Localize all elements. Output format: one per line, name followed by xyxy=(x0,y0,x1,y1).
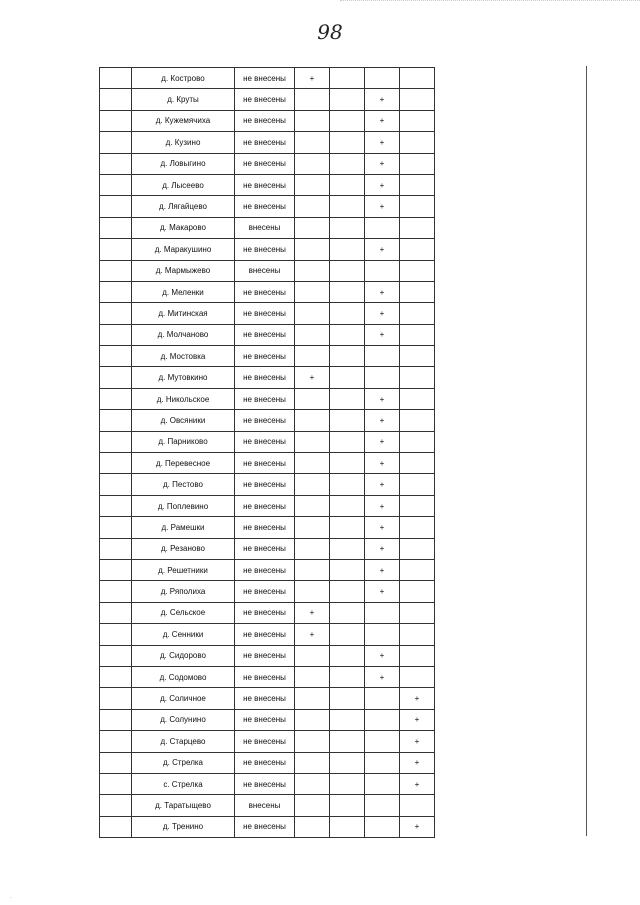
mark-cell-3 xyxy=(365,752,400,773)
settlement-name-cell: д. Старцево xyxy=(132,731,235,752)
settlement-name-cell: д. Меленки xyxy=(132,281,235,302)
settlement-name-cell: д. Решетники xyxy=(132,559,235,580)
table-row xyxy=(100,517,435,538)
table-row xyxy=(100,453,435,474)
status-cell: внесены xyxy=(235,217,295,238)
mark-cell-4 xyxy=(400,324,435,345)
mark-cell-4 xyxy=(400,581,435,602)
page-number: 98 xyxy=(317,20,343,44)
table-row xyxy=(100,346,435,367)
blank-cell xyxy=(100,666,132,687)
mark-cell-3 xyxy=(365,816,400,837)
mark-cell-4 xyxy=(400,410,435,431)
status-cell: не внесены xyxy=(235,281,295,302)
mark-cell-3: + xyxy=(365,303,400,324)
table-row xyxy=(100,666,435,687)
mark-cell-4: + xyxy=(400,752,435,773)
status-cell: не внесены xyxy=(235,132,295,153)
blank-cell xyxy=(100,517,132,538)
mark-cell-1 xyxy=(295,538,330,559)
table-row xyxy=(100,324,435,345)
mark-cell-2 xyxy=(330,773,365,794)
mark-cell-4 xyxy=(400,388,435,409)
mark-cell-1 xyxy=(295,666,330,687)
status-cell: не внесены xyxy=(235,89,295,110)
mark-cell-3: + xyxy=(365,89,400,110)
mark-cell-1 xyxy=(295,281,330,302)
blank-cell xyxy=(100,346,132,367)
blank-cell xyxy=(100,795,132,816)
mark-cell-3: + xyxy=(365,410,400,431)
status-cell: не внесены xyxy=(235,346,295,367)
mark-cell-3 xyxy=(365,688,400,709)
mark-cell-1 xyxy=(295,645,330,666)
status-cell: не внесены xyxy=(235,731,295,752)
mark-cell-3: + xyxy=(365,538,400,559)
mark-cell-1 xyxy=(295,431,330,452)
blank-cell xyxy=(100,538,132,559)
mark-cell-3: + xyxy=(365,559,400,580)
status-cell: не внесены xyxy=(235,816,295,837)
status-cell: не внесены xyxy=(235,666,295,687)
mark-cell-3: + xyxy=(365,431,400,452)
blank-cell xyxy=(100,388,132,409)
mark-cell-4 xyxy=(400,624,435,645)
table-row xyxy=(100,602,435,623)
blank-cell xyxy=(100,431,132,452)
table-row xyxy=(100,559,435,580)
blank-cell xyxy=(100,816,132,837)
table-row xyxy=(100,239,435,260)
mark-cell-4 xyxy=(400,602,435,623)
mark-cell-4 xyxy=(400,239,435,260)
mark-cell-4 xyxy=(400,559,435,580)
mark-cell-3: + xyxy=(365,666,400,687)
mark-cell-4 xyxy=(400,346,435,367)
mark-cell-2 xyxy=(330,431,365,452)
settlement-name-cell: д. Рамешки xyxy=(132,517,235,538)
mark-cell-4 xyxy=(400,453,435,474)
settlement-name-cell: д. Лысеево xyxy=(132,174,235,195)
mark-cell-4 xyxy=(400,153,435,174)
table-row xyxy=(100,645,435,666)
mark-cell-1 xyxy=(295,559,330,580)
mark-cell-1 xyxy=(295,731,330,752)
mark-cell-2 xyxy=(330,752,365,773)
blank-cell xyxy=(100,474,132,495)
mark-cell-1 xyxy=(295,581,330,602)
mark-cell-2 xyxy=(330,89,365,110)
settlement-name-cell: д. Мостовка xyxy=(132,346,235,367)
mark-cell-3 xyxy=(365,795,400,816)
mark-cell-2 xyxy=(330,388,365,409)
mark-cell-3: + xyxy=(365,174,400,195)
mark-cell-2 xyxy=(330,260,365,281)
mark-cell-3 xyxy=(365,367,400,388)
mark-cell-3: + xyxy=(365,153,400,174)
mark-cell-2 xyxy=(330,196,365,217)
mark-cell-4 xyxy=(400,196,435,217)
status-cell: не внесены xyxy=(235,559,295,580)
blank-cell xyxy=(100,624,132,645)
settlement-name-cell: д. Кострово xyxy=(132,68,235,89)
settlement-name-cell: д. Маракушино xyxy=(132,239,235,260)
settlement-name-cell: д. Мутовкино xyxy=(132,367,235,388)
status-cell: не внесены xyxy=(235,581,295,602)
settlement-name-cell: д. Ряполиха xyxy=(132,581,235,602)
blank-cell xyxy=(100,324,132,345)
settlement-name-cell: д. Парниково xyxy=(132,431,235,452)
status-cell: не внесены xyxy=(235,410,295,431)
mark-cell-1 xyxy=(295,260,330,281)
mark-cell-4 xyxy=(400,132,435,153)
mark-cell-2 xyxy=(330,581,365,602)
mark-cell-1 xyxy=(295,688,330,709)
blank-cell xyxy=(100,453,132,474)
blank-cell xyxy=(100,174,132,195)
blank-cell xyxy=(100,110,132,131)
blank-cell xyxy=(100,260,132,281)
mark-cell-3 xyxy=(365,773,400,794)
mark-cell-4 xyxy=(400,281,435,302)
table-row xyxy=(100,132,435,153)
mark-cell-3: + xyxy=(365,110,400,131)
blank-cell xyxy=(100,89,132,110)
blank-cell xyxy=(100,581,132,602)
status-cell: не внесены xyxy=(235,388,295,409)
mark-cell-1 xyxy=(295,709,330,730)
mark-cell-1 xyxy=(295,388,330,409)
blank-cell xyxy=(100,153,132,174)
mark-cell-2 xyxy=(330,666,365,687)
mark-cell-2 xyxy=(330,559,365,580)
blank-cell xyxy=(100,196,132,217)
mark-cell-4: + xyxy=(400,688,435,709)
mark-cell-2 xyxy=(330,688,365,709)
table-row xyxy=(100,196,435,217)
mark-cell-2 xyxy=(330,731,365,752)
mark-cell-2 xyxy=(330,174,365,195)
status-cell: не внесены xyxy=(235,752,295,773)
mark-cell-1 xyxy=(295,153,330,174)
settlement-name-cell: д. Соличное xyxy=(132,688,235,709)
blank-cell xyxy=(100,217,132,238)
blank-cell xyxy=(100,68,132,89)
mark-cell-4 xyxy=(400,260,435,281)
status-cell: не внесены xyxy=(235,303,295,324)
mark-cell-2 xyxy=(330,816,365,837)
blank-cell xyxy=(100,410,132,431)
mark-cell-3: + xyxy=(365,645,400,666)
mark-cell-2 xyxy=(330,645,365,666)
settlement-name-cell: д. Солунино xyxy=(132,709,235,730)
mark-cell-3: + xyxy=(365,196,400,217)
mark-cell-2 xyxy=(330,517,365,538)
mark-cell-2 xyxy=(330,132,365,153)
status-cell: не внесены xyxy=(235,624,295,645)
table-row xyxy=(100,217,435,238)
table-row xyxy=(100,752,435,773)
mark-cell-2 xyxy=(330,495,365,516)
blank-cell xyxy=(100,281,132,302)
status-cell: не внесены xyxy=(235,688,295,709)
blank-cell xyxy=(100,645,132,666)
mark-cell-2 xyxy=(330,538,365,559)
status-cell: не внесены xyxy=(235,68,295,89)
mark-cell-1 xyxy=(295,474,330,495)
settlement-name-cell: д. Содомово xyxy=(132,666,235,687)
table-row xyxy=(100,153,435,174)
mark-cell-2 xyxy=(330,602,365,623)
mark-cell-2 xyxy=(330,110,365,131)
settlement-name-cell: д. Перевесное xyxy=(132,453,235,474)
mark-cell-1 xyxy=(295,239,330,260)
mark-cell-4: + xyxy=(400,816,435,837)
mark-cell-1: + xyxy=(295,68,330,89)
mark-cell-2 xyxy=(330,795,365,816)
mark-cell-1: + xyxy=(295,624,330,645)
mark-cell-1 xyxy=(295,303,330,324)
mark-cell-3: + xyxy=(365,581,400,602)
mark-cell-2 xyxy=(330,68,365,89)
mark-cell-2 xyxy=(330,346,365,367)
mark-cell-4: + xyxy=(400,709,435,730)
mark-cell-4 xyxy=(400,645,435,666)
blank-cell xyxy=(100,602,132,623)
mark-cell-1 xyxy=(295,453,330,474)
mark-cell-3 xyxy=(365,260,400,281)
status-cell: не внесены xyxy=(235,239,295,260)
status-cell: не внесены xyxy=(235,153,295,174)
table-row xyxy=(100,388,435,409)
table-row xyxy=(100,709,435,730)
mark-cell-4 xyxy=(400,303,435,324)
settlement-table-body xyxy=(100,68,435,838)
top-edge-marks xyxy=(340,0,640,4)
mark-cell-2 xyxy=(330,217,365,238)
blank-cell xyxy=(100,303,132,324)
mark-cell-3: + xyxy=(365,239,400,260)
mark-cell-4 xyxy=(400,666,435,687)
status-cell: не внесены xyxy=(235,602,295,623)
mark-cell-3: + xyxy=(365,132,400,153)
mark-cell-1 xyxy=(295,410,330,431)
table-row xyxy=(100,495,435,516)
table-row xyxy=(100,89,435,110)
blank-cell xyxy=(100,709,132,730)
settlement-name-cell: с. Стрелка xyxy=(132,773,235,794)
mark-cell-2 xyxy=(330,453,365,474)
mark-cell-1 xyxy=(295,752,330,773)
mark-cell-1 xyxy=(295,795,330,816)
mark-cell-3 xyxy=(365,709,400,730)
settlement-name-cell: д. Таратыщево xyxy=(132,795,235,816)
status-cell: не внесены xyxy=(235,110,295,131)
mark-cell-3: + xyxy=(365,324,400,345)
mark-cell-3: + xyxy=(365,495,400,516)
table-row xyxy=(100,538,435,559)
mark-cell-1 xyxy=(295,132,330,153)
settlement-name-cell: д. Кужемячиха xyxy=(132,110,235,131)
mark-cell-2 xyxy=(330,367,365,388)
mark-cell-4 xyxy=(400,110,435,131)
mark-cell-1 xyxy=(295,517,330,538)
mark-cell-3: + xyxy=(365,388,400,409)
mark-cell-3 xyxy=(365,217,400,238)
mark-cell-3: + xyxy=(365,453,400,474)
settlement-name-cell: д. Поплевино xyxy=(132,495,235,516)
scan-speck: · xyxy=(10,895,12,901)
blank-cell xyxy=(100,752,132,773)
settlement-name-cell: д. Лягайцево xyxy=(132,196,235,217)
mark-cell-2 xyxy=(330,624,365,645)
settlement-name-cell: д. Никольское xyxy=(132,388,235,409)
table-row xyxy=(100,410,435,431)
table-row xyxy=(100,110,435,131)
mark-cell-4 xyxy=(400,68,435,89)
status-cell: внесены xyxy=(235,795,295,816)
table-row xyxy=(100,795,435,816)
status-cell: не внесены xyxy=(235,538,295,559)
status-cell: не внесены xyxy=(235,773,295,794)
mark-cell-3 xyxy=(365,731,400,752)
mark-cell-4: + xyxy=(400,773,435,794)
mark-cell-1 xyxy=(295,217,330,238)
status-cell: не внесены xyxy=(235,453,295,474)
mark-cell-3 xyxy=(365,346,400,367)
mark-cell-4 xyxy=(400,431,435,452)
table-row xyxy=(100,581,435,602)
settlement-name-cell: д. Пестово xyxy=(132,474,235,495)
status-cell: не внесены xyxy=(235,474,295,495)
settlement-name-cell: д. Резаново xyxy=(132,538,235,559)
table-row xyxy=(100,174,435,195)
mark-cell-4 xyxy=(400,517,435,538)
mark-cell-2 xyxy=(330,239,365,260)
settlement-name-cell: д. Макарово xyxy=(132,217,235,238)
blank-cell xyxy=(100,688,132,709)
blank-cell xyxy=(100,132,132,153)
blank-cell xyxy=(100,773,132,794)
settlement-table-container xyxy=(99,67,435,838)
mark-cell-4 xyxy=(400,538,435,559)
mark-cell-2 xyxy=(330,303,365,324)
settlement-name-cell: д. Овсяники xyxy=(132,410,235,431)
mark-cell-4: + xyxy=(400,731,435,752)
table-row xyxy=(100,474,435,495)
blank-cell xyxy=(100,495,132,516)
mark-cell-2 xyxy=(330,709,365,730)
status-cell: не внесены xyxy=(235,709,295,730)
mark-cell-3 xyxy=(365,602,400,623)
mark-cell-4 xyxy=(400,217,435,238)
mark-cell-1 xyxy=(295,816,330,837)
status-cell: внесены xyxy=(235,260,295,281)
table-row xyxy=(100,367,435,388)
mark-cell-1 xyxy=(295,346,330,367)
status-cell: не внесены xyxy=(235,174,295,195)
status-cell: не внесены xyxy=(235,495,295,516)
mark-cell-3: + xyxy=(365,281,400,302)
table-row xyxy=(100,688,435,709)
table-row xyxy=(100,431,435,452)
mark-cell-3 xyxy=(365,624,400,645)
table-row xyxy=(100,281,435,302)
status-cell: не внесены xyxy=(235,517,295,538)
settlement-name-cell: д. Ловыгино xyxy=(132,153,235,174)
settlement-name-cell: д. Молчаново xyxy=(132,324,235,345)
mark-cell-1 xyxy=(295,196,330,217)
settlement-name-cell: д. Сенники xyxy=(132,624,235,645)
mark-cell-1 xyxy=(295,773,330,794)
settlement-name-cell: д. Сельское xyxy=(132,602,235,623)
mark-cell-1 xyxy=(295,324,330,345)
status-cell: не внесены xyxy=(235,645,295,666)
mark-cell-1 xyxy=(295,110,330,131)
blank-cell xyxy=(100,731,132,752)
mark-cell-3: + xyxy=(365,517,400,538)
blank-cell xyxy=(100,239,132,260)
table-row xyxy=(100,773,435,794)
settlement-name-cell: д. Стрелка xyxy=(132,752,235,773)
status-cell: не внесены xyxy=(235,367,295,388)
status-cell: не внесены xyxy=(235,196,295,217)
settlement-name-cell: д. Круты xyxy=(132,89,235,110)
settlement-table xyxy=(99,67,435,838)
settlement-name-cell: д. Митинская xyxy=(132,303,235,324)
mark-cell-2 xyxy=(330,281,365,302)
settlement-name-cell: д. Сидорово xyxy=(132,645,235,666)
mark-cell-4 xyxy=(400,795,435,816)
mark-cell-4 xyxy=(400,174,435,195)
table-row xyxy=(100,624,435,645)
status-cell: не внесены xyxy=(235,431,295,452)
blank-cell xyxy=(100,559,132,580)
mark-cell-2 xyxy=(330,153,365,174)
table-row xyxy=(100,731,435,752)
mark-cell-1 xyxy=(295,495,330,516)
right-margin-rule xyxy=(586,66,587,836)
mark-cell-2 xyxy=(330,324,365,345)
mark-cell-4 xyxy=(400,495,435,516)
mark-cell-4 xyxy=(400,89,435,110)
table-row xyxy=(100,303,435,324)
settlement-name-cell: д. Тренино xyxy=(132,816,235,837)
table-row xyxy=(100,260,435,281)
table-row xyxy=(100,68,435,89)
mark-cell-1: + xyxy=(295,602,330,623)
mark-cell-1 xyxy=(295,89,330,110)
settlement-name-cell: д. Мармыжево xyxy=(132,260,235,281)
mark-cell-1: + xyxy=(295,367,330,388)
mark-cell-4 xyxy=(400,474,435,495)
status-cell: не внесены xyxy=(235,324,295,345)
mark-cell-3: + xyxy=(365,474,400,495)
mark-cell-3 xyxy=(365,68,400,89)
settlement-name-cell: д. Кузино xyxy=(132,132,235,153)
table-row xyxy=(100,816,435,837)
blank-cell xyxy=(100,367,132,388)
mark-cell-1 xyxy=(295,174,330,195)
mark-cell-2 xyxy=(330,410,365,431)
mark-cell-4 xyxy=(400,367,435,388)
mark-cell-2 xyxy=(330,474,365,495)
